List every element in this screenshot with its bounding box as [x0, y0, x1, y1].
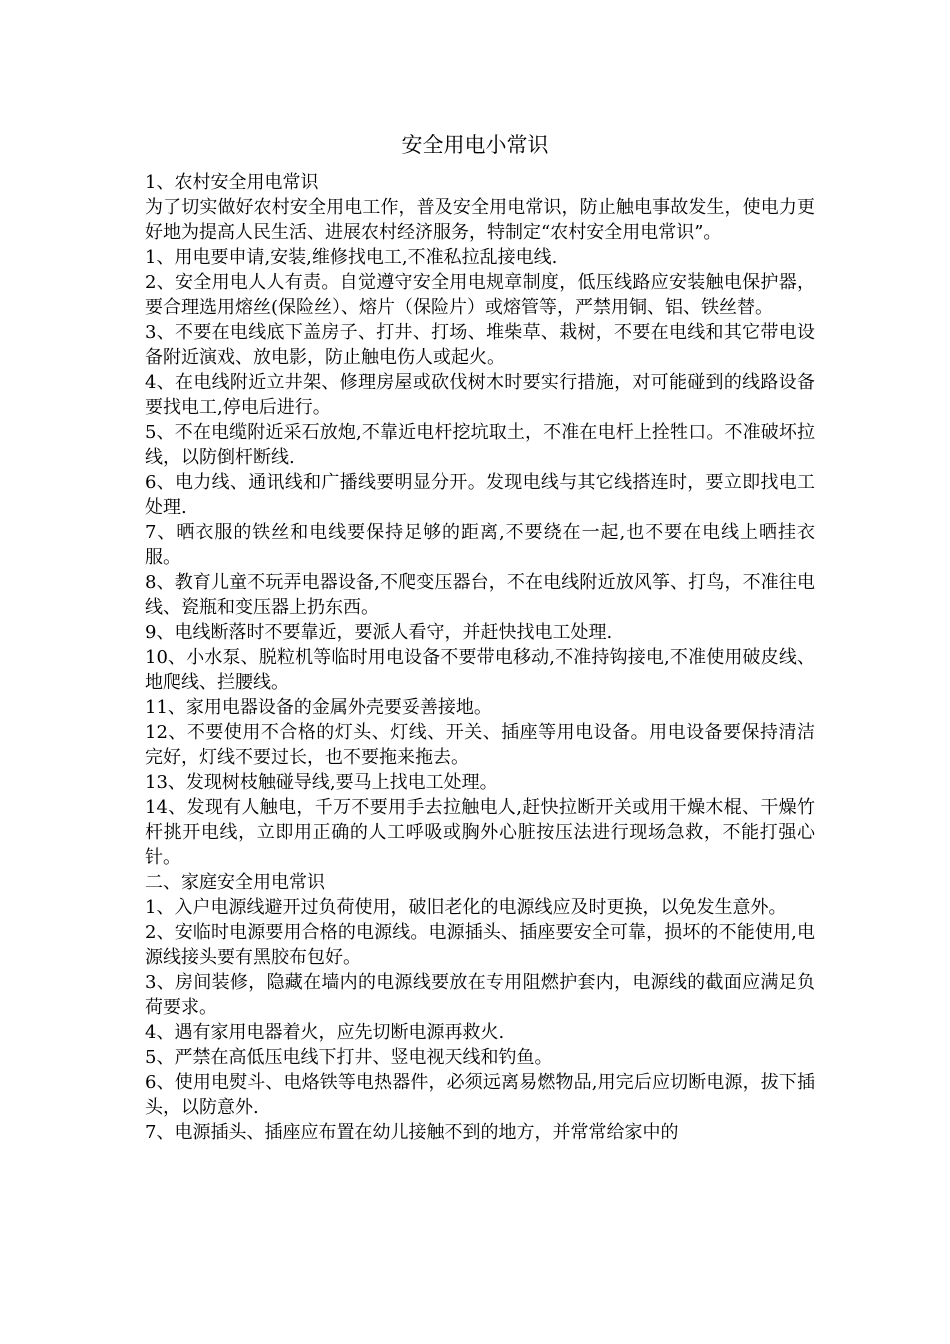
list-item: 5、不在电缆附近采石放炮,不靠近电杆挖坑取土，不准在电杆上拴牲口。不准破坏拉线，以防倒杆断线.	[145, 422, 815, 468]
list-item: 8、教育儿童不玩弄电器设备,不爬变压器台，不在电线附近放风筝、打鸟，不准往电线、瓷瓶和变压器上扔东西。	[145, 572, 815, 618]
list-item: 14、发现有人触电，千万不要用手去拉触电人,赶快拉断开关或用干燥木棍、干燥竹杆挑开电线，立即用正确的人工呼吸或胸外心脏按压法进行现场急救，不能打强心针。	[145, 797, 815, 868]
document-body	[145, 170, 815, 1145]
section-heading: 1、农村安全用电常识	[145, 172, 319, 193]
list-item: 4、遇有家用电器着火，应先切断电源再救火.	[145, 1022, 505, 1043]
document-page	[145, 0, 815, 1344]
list-item: 4、在电线附近立井架、修理房屋或砍伐树木时要实行措施，对可能碰到的线路设备要找电工,停电后进行。	[145, 372, 815, 418]
list-item: 2、安全用电人人有责。自觉遵守安全用电规章制度，低压线路应安装触电保护器，要合理选用熔丝(保险丝）、熔片（保险片）或熔管等，严禁用铜、铝、铁丝替。	[145, 272, 815, 318]
list-item: 2、安临时电源要用合格的电源线。电源插头、插座要安全可靠，损坏的不能使用,电源线接头要有黑胶布包好。	[145, 922, 815, 968]
intro-paragraph: 为了切实做好农村安全用电工作，普及安全用电常识，防止触电事故发生，使电力更好地为提高人民生活、进展农村经济服务，特制定“农村安全用电常识”。	[145, 197, 815, 243]
list-item: 3、不要在电线底下盖房子、打井、打场、堆柴草、栽树，不要在电线和其它带电设备附近演戏、放电影，防止触电伤人或起火。	[145, 322, 815, 368]
list-item: 7、电源插头、插座应布置在幼儿接触不到的地方，并常常给家中的	[145, 1122, 679, 1143]
section-heading: 二、家庭安全用电常识	[145, 872, 325, 893]
list-item: 10、小水泵、脱粒机等临时用电设备不要带电移动,不准持钩接电,不准使用破皮线、地爬线、拦腰线。	[145, 647, 815, 693]
list-item: 11、家用电器设备的金属外壳要妥善接地。	[145, 697, 492, 718]
document-title: 安全用电小常识	[401, 133, 549, 157]
list-item: 5、严禁在高低压电线下打井、竖电视天线和钓鱼。	[145, 1047, 553, 1068]
list-item: 6、电力线、通讯线和广播线要明显分开。发现电线与其它线搭连时，要立即找电工处理.	[145, 472, 815, 518]
list-item: 13、发现树枝触碰导线,要马上找电工处理。	[145, 772, 498, 793]
list-item: 9、电线断落时不要靠近，要派人看守，并赶快找电工处理.	[145, 622, 613, 643]
list-item: 3、房间装修，隐藏在墙内的电源线要放在专用阻燃护套内，电源线的截面应满足负荷要求。	[145, 972, 815, 1018]
list-item: 7、晒衣服的铁丝和电线要保持足够的距离,不要绕在一起,也不要在电线上晒挂衣服。	[145, 522, 815, 568]
list-item: 1、用电要申请,安装,维修找电工,不准私拉乱接电线.	[145, 247, 558, 268]
list-item: 6、使用电熨斗、电烙铁等电热器件，必须远离易燃物品,用完后应切断电源，拔下插头，以防意外.	[145, 1072, 815, 1118]
list-item: 1、入户电源线避开过负荷使用，破旧老化的电源线应及时更换，以免发生意外。	[145, 897, 787, 918]
list-item: 12、不要使用不合格的灯头、灯线、开关、插座等用电设备。用电设备要保持清洁完好，灯线不要过长，也不要拖来拖去。	[145, 722, 815, 768]
